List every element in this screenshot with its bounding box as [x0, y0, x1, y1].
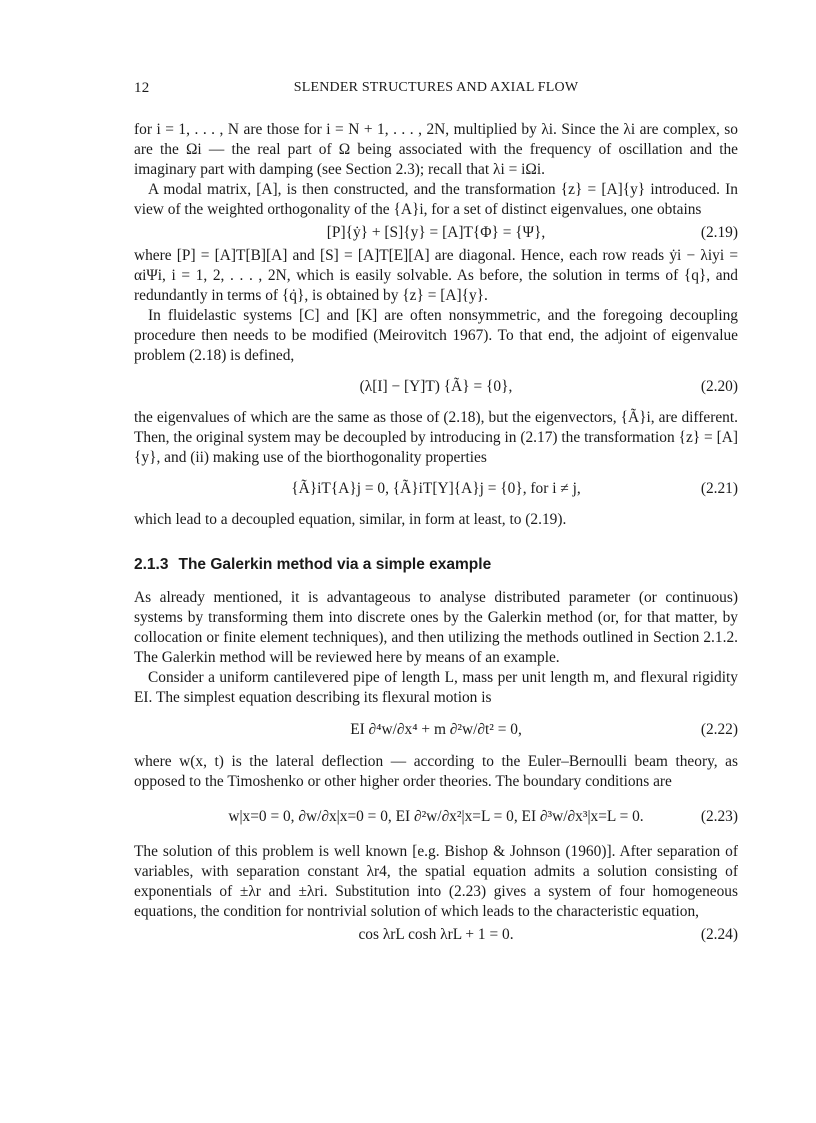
equation-2-20-number: (2.20) — [700, 378, 738, 395]
paragraph-9: where w(x, t) is the lateral deflection — according to the Euler–Bernoulli beam theory, as opposed to the Timoshenko or other higher order theories. The boundary conditions are — [134, 753, 738, 790]
section-heading — [134, 556, 738, 574]
paragraph-2: A modal matrix, [A], is then constructed, and the transformation {z} = [A]{y} introduced. In view of the weighted orthogonality of the {A}i, for a set of distinct eigenvalues, one obtains — [134, 181, 738, 218]
page-number: 12 — [134, 80, 150, 96]
equation-2-24 — [134, 922, 738, 948]
equation-2-22 — [134, 708, 738, 752]
equation-2-19-body: [P]{ẏ} + [S]{y} = [A]T{Φ} = {Ψ}, — [326, 224, 546, 241]
equation-2-21-number: (2.21) — [700, 480, 738, 497]
paragraph-3: where [P] = [A]T[B][A] and [S] = [A]T[E][A] are diagonal. Hence, each row reads ẏi − λiyi = αiΨi, i = 1, 2, . . . , 2N, which is easily solvable. As before, the solution in terms of {q}, and redundantly in terms of {q̇}, is obtained by {z} = [A]{y}. — [134, 247, 738, 304]
equation-2-24-body: cos λrL cosh λrL + 1 = 0. — [358, 926, 514, 943]
equation-2-20-body: (λ[I] − [Y]T) {Ã} = {0}, — [359, 378, 513, 395]
paragraph-8: Consider a uniform cantilevered pipe of length L, mass per unit length m, and flexural rigidity EI. The simplest equation describing its flexural motion is — [134, 669, 738, 706]
paragraph-1: for i = 1, . . . , N are those for i = N + 1, . . . , 2N, multiplied by λi. Since the λi are complex, so are the Ωi — the real part of Ω being associated with the frequency of oscillation and the imaginary part with damping (see Section 2.3); recall that λi = iΩi. — [134, 121, 738, 178]
equation-2-22-body: EI ∂⁴w/∂x⁴ + m ∂²w/∂t² = 0, — [350, 721, 522, 738]
section-title: The Galerkin method via a simple example — [178, 556, 492, 573]
section-number: 2.1.3 — [134, 556, 169, 573]
equation-2-23 — [134, 792, 738, 842]
paragraph-6: which lead to a decoupled equation, similar, in form at least, to (2.19). — [134, 511, 567, 528]
equation-2-24-number: (2.24) — [700, 926, 738, 943]
paragraph-7: As already mentioned, it is advantageous to analyse distributed parameter (or continuous) systems by transforming them into discrete ones by the Galerkin method (or, for that matter, by collocation or finite element techniques), and then utilizing the methods outlined in Section 2.1.2. The Galerkin method will be reviewed here by means of an example. — [134, 589, 738, 666]
paragraph-10: The solution of this problem is well known [e.g. Bishop & Johnson (1960)]. After separation of variables, with separation constant λr4, the spatial equation admits a solution consisting of exponentials of ±λr and ±λri. Substitution into (2.23) gives a system of four homogeneous equations, the condition for nontrivial solution of which leads to the characteristic equation, — [134, 843, 738, 920]
equation-2-22-number: (2.22) — [700, 721, 738, 738]
equation-2-23-body: w|x=0 = 0, ∂w/∂x|x=0 = 0, EI ∂²w/∂x²|x=L = 0, EI ∂³w/∂x³|x=L = 0. — [228, 808, 644, 825]
equation-2-19 — [134, 220, 738, 246]
paragraph-4: In fluidelastic systems [C] and [K] are often nonsymmetric, and the foregoing decoupling procedure then needs to be modified (Meirovitch 1967). To that end, the adjoint of eigenvalue problem (2.18) is defined, — [134, 307, 738, 364]
page — [134, 80, 738, 948]
equation-2-21-body: {Ã}iT{A}j = 0, {Ã}iT[Y]{A}j = {0}, for i ≠ j, — [291, 480, 581, 497]
equation-2-21 — [134, 476, 738, 502]
running-head: SLENDER STRUCTURES AND AXIAL FLOW — [293, 80, 579, 95]
equation-2-23-number: (2.23) — [700, 808, 738, 825]
page-header — [134, 80, 738, 100]
equation-2-20 — [134, 374, 738, 400]
paragraph-5: the eigenvalues of which are the same as those of (2.18), but the eigenvectors, {Ã}i, are different. Then, the original system may be decoupled by introducing in (2.17) the transformation {z} = [A]{y}, and (ii) making use of the biorthogonality properties — [134, 409, 738, 466]
equation-2-19-number: (2.19) — [700, 224, 738, 241]
